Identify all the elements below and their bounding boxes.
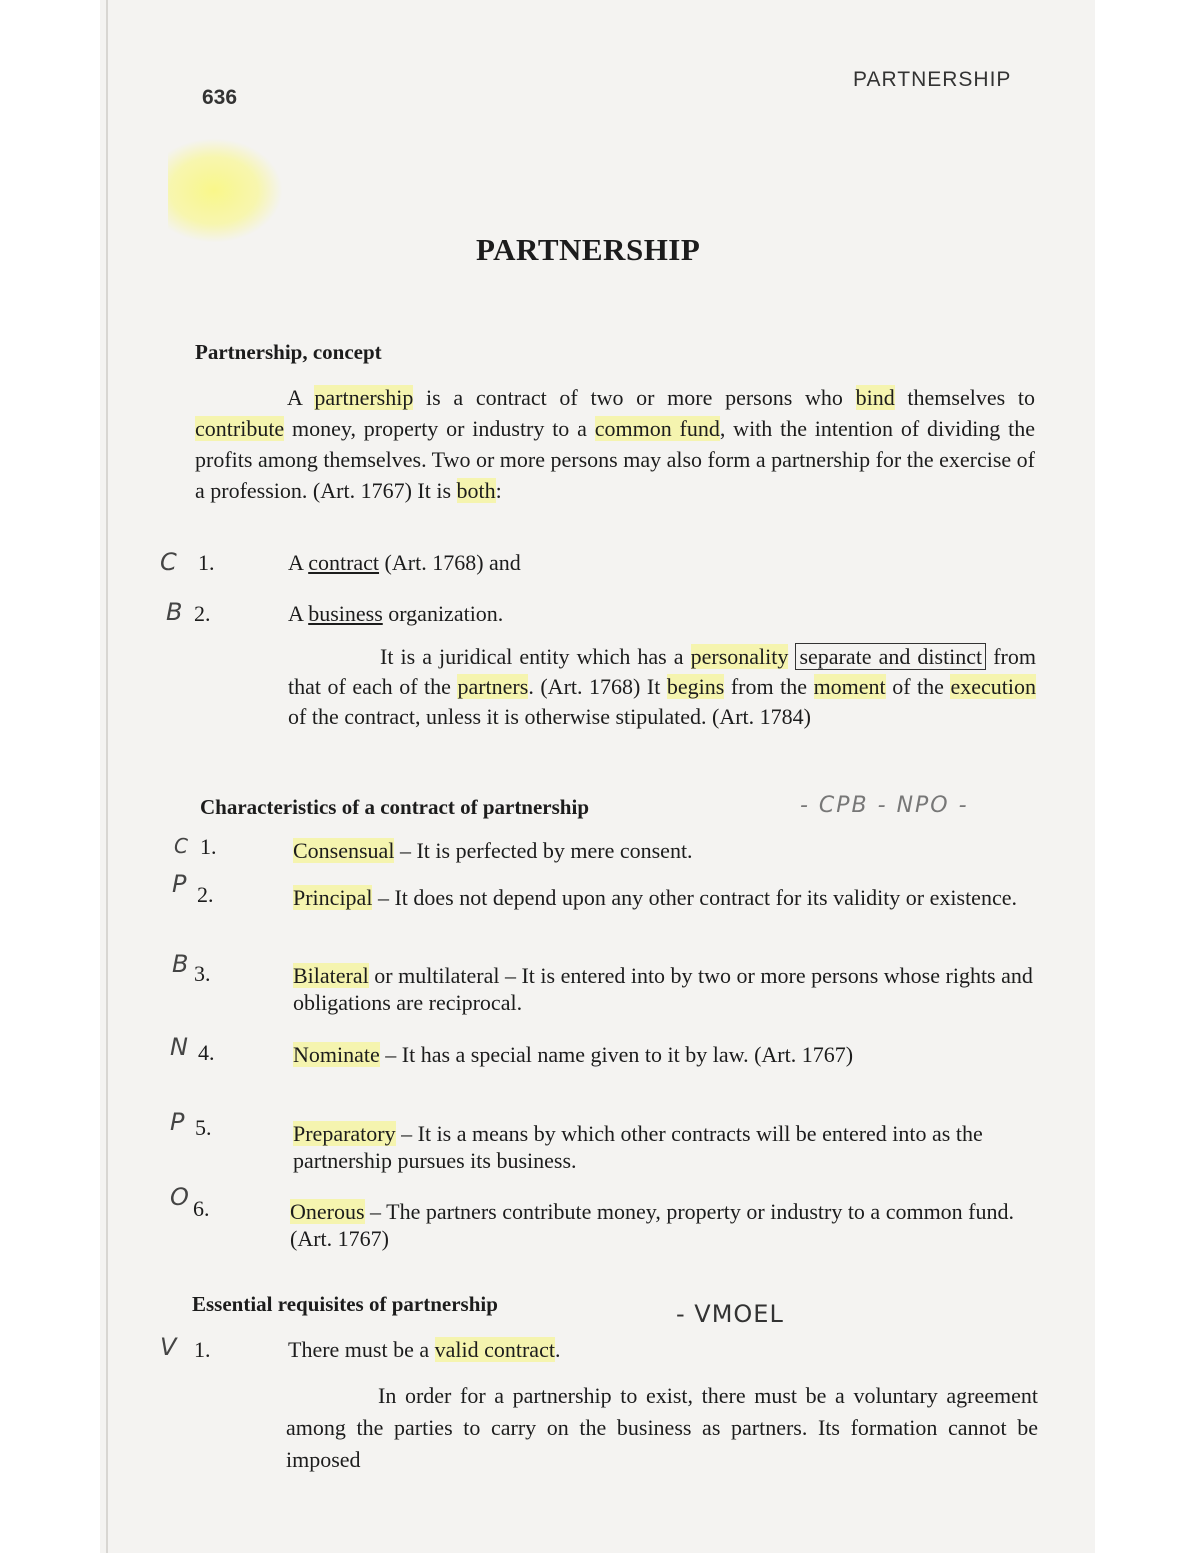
highlighter-scribble	[168, 138, 283, 243]
concept-heading: Partnership, concept	[195, 340, 382, 364]
entity-paragraph: It is a juridical entity which has a personality separate and distinct from that of each of the partners. (Art. 1768) It begins from the moment of the execution of the contract, unless it is otherwise stipulated. (Art. 1784)	[288, 644, 1036, 729]
chapter-title: PARTNERSHIP	[476, 232, 701, 267]
handwritten-annotation: - CPB - NPO -	[800, 793, 969, 818]
margin-note-b: B	[166, 598, 183, 626]
margin-note: V	[160, 1333, 177, 1361]
margin-note: N	[170, 1033, 188, 1061]
requisite-item: There must be a valid contract.	[288, 1337, 561, 1362]
margin-note: O	[170, 1183, 189, 1211]
margin-note: P	[172, 870, 187, 898]
list-number: 3.	[194, 961, 211, 986]
list-number: 2.	[194, 601, 211, 626]
page-number: 636	[202, 86, 238, 109]
requisites-paragraph: In order for a partnership to exist, there must be a voluntary agreement among the parties to carry on the business as partners. Its formation cannot be imposed	[286, 1383, 1038, 1472]
page-binding-edge	[106, 0, 108, 1553]
list-number: 1.	[194, 1337, 211, 1362]
margin-note: C	[174, 834, 188, 858]
margin-note: B	[172, 950, 189, 978]
requisites-heading: Essential requisites of partnership	[192, 1292, 498, 1316]
characteristic-item: Nominate – It has a special name given to it by law. (Art. 1767)	[293, 1042, 854, 1067]
characteristic-item: Onerous – The partners contribute money, property or industry to a common fund. (Art. 1767)	[290, 1199, 1015, 1251]
list-item: A contract (Art. 1768) and	[288, 550, 521, 575]
list-number: 4.	[198, 1040, 215, 1065]
handwritten-annotation: - VMOEL	[676, 1300, 784, 1328]
characteristics-heading: Characteristics of a contract of partnership	[200, 795, 589, 819]
characteristic-item: Consensual – It is perfected by mere consent.	[293, 838, 693, 863]
characteristic-item: Preparatory – It is a means by which other contracts will be entered into as the partnership pursues its business.	[293, 1121, 983, 1173]
list-number: 5.	[195, 1115, 212, 1140]
list-number: 1.	[200, 834, 217, 859]
concept-paragraph: A partnership is a contract of two or more persons who bind themselves to contribute money, property or industry to a common fund, with the intention of dividing the profits among themselves. Two or more persons may also form a partnership for the exercise of a profession. (Art. 1767) It is both:	[195, 385, 1035, 503]
characteristic-item: Principal – It does not depend upon any other contract for its validity or existence.	[293, 885, 1017, 910]
list-number: 6.	[193, 1196, 210, 1221]
list-number: 1.	[198, 550, 215, 575]
running-head: PARTNERSHIP	[853, 68, 1012, 91]
margin-note-c: C	[160, 548, 177, 576]
list-item: A business organization.	[288, 601, 504, 626]
margin-note: P	[170, 1108, 185, 1136]
list-number: 2.	[197, 882, 214, 907]
characteristic-item: Bilateral or multilateral – It is entered into by two or more persons whose rights and obligations are reciprocal.	[293, 963, 1033, 1015]
